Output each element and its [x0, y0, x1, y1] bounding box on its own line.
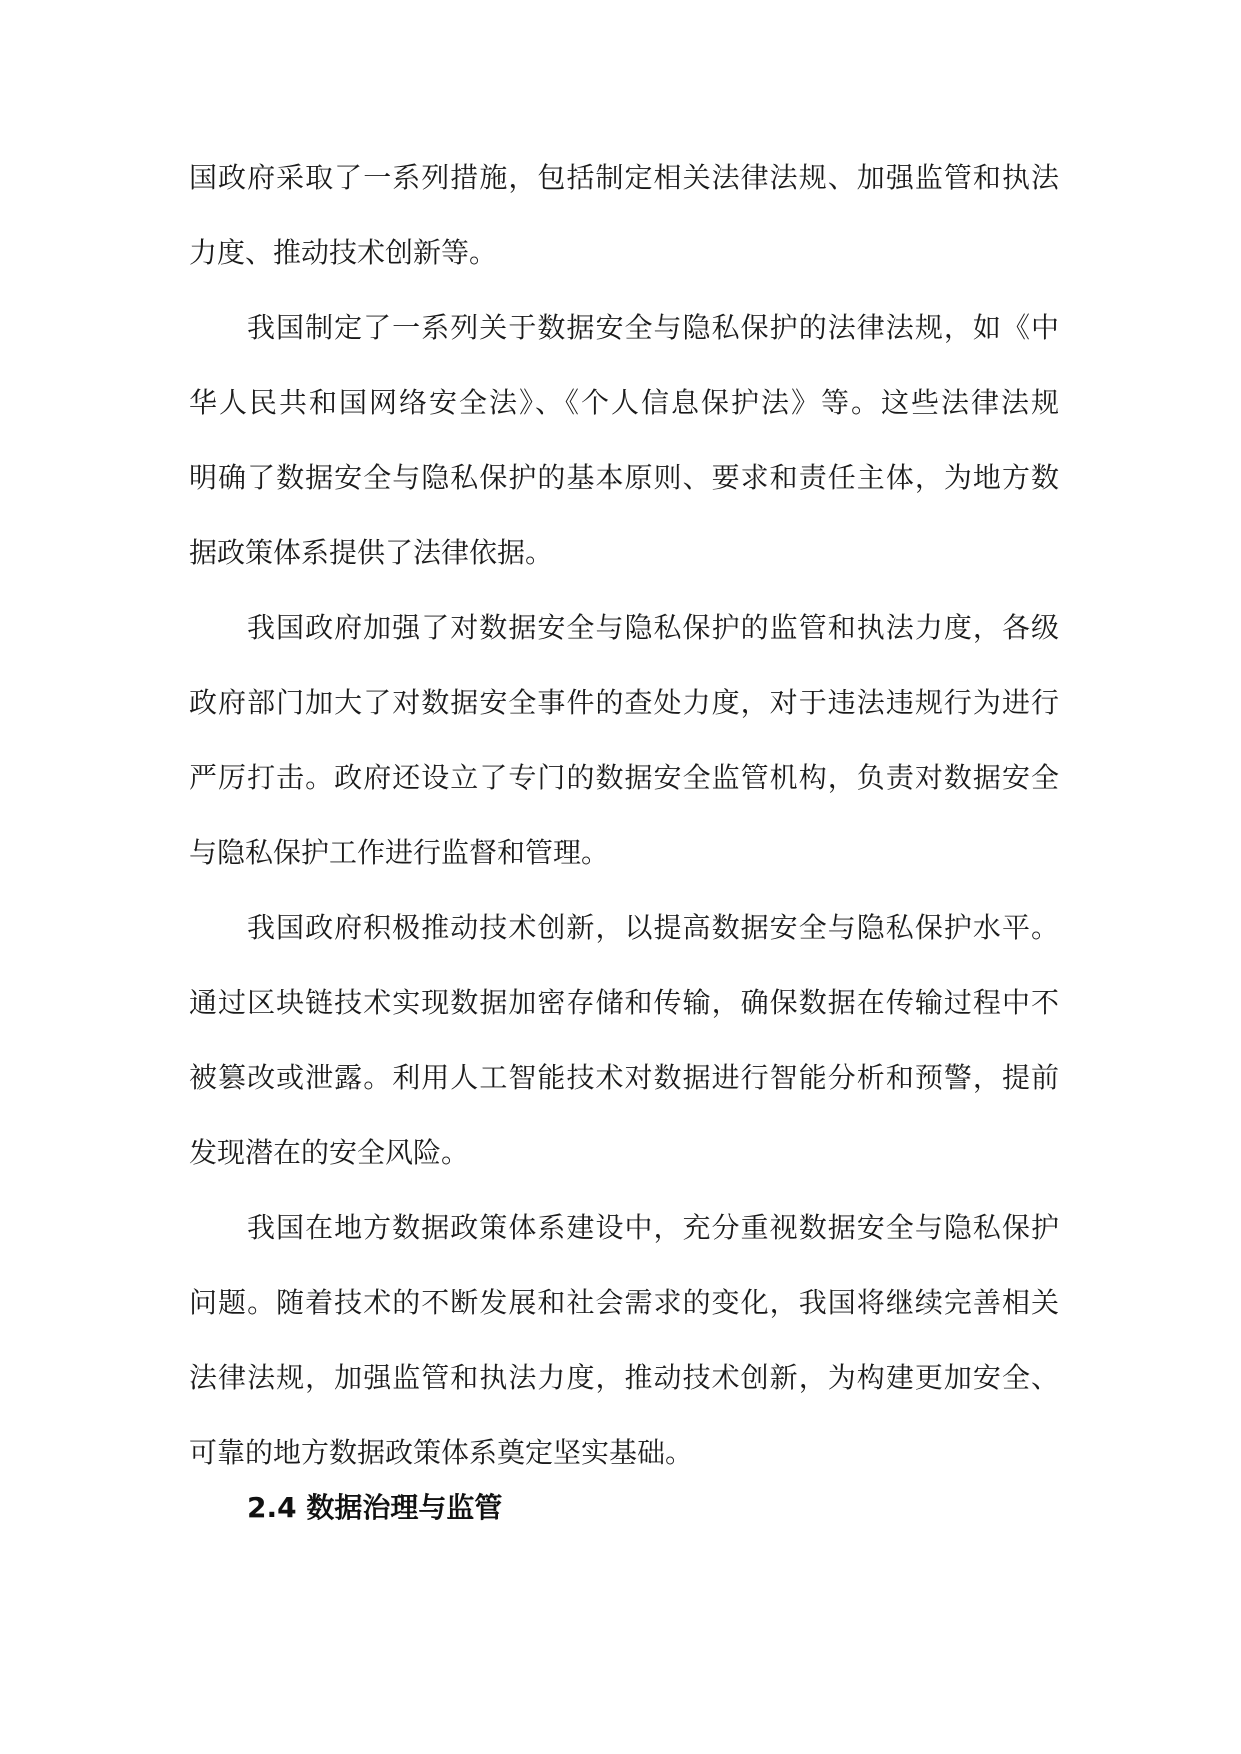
paragraph-line: 可靠的地方数据政策体系奠定坚实基础。 — [189, 1436, 694, 1469]
paragraph-line: 通过区块链技术实现数据加密存储和传输，确保数据在传输过程中不 — [189, 986, 1059, 1019]
paragraph-line: 华人民共和国网络安全法》、《个人信息保护法》等。这些法律法规 — [189, 386, 1059, 419]
section-heading: 2.4 数据治理与监管 — [247, 1491, 503, 1524]
paragraph-line: 我国制定了一系列关于数据安全与隐私保护的法律法规，如《中 — [247, 311, 1059, 344]
paragraph-line: 政府部门加大了对数据安全事件的查处力度，对于违法违规行为进行 — [189, 686, 1059, 719]
paragraph-line: 我国政府加强了对数据安全与隐私保护的监管和执法力度，各级 — [247, 611, 1059, 644]
paragraph-line: 法律法规，加强监管和执法力度，推动技术创新，为构建更加安全、 — [189, 1361, 1059, 1394]
paragraph-line: 与隐私保护工作进行监督和管理。 — [189, 836, 610, 869]
paragraph-line: 被篡改或泄露。利用人工智能技术对数据进行智能分析和预警，提前 — [189, 1061, 1059, 1094]
paragraph-line: 明确了数据安全与隐私保护的基本原则、要求和责任主体，为地方数 — [189, 461, 1059, 494]
paragraph-line: 我国政府积极推动技术创新，以提高数据安全与隐私保护水平。 — [247, 911, 1059, 944]
paragraph-line: 严厉打击。政府还设立了专门的数据安全监管机构，负责对数据安全 — [189, 761, 1059, 794]
body-text — [189, 140, 1059, 1490]
paragraph-line: 我国在地方数据政策体系建设中，充分重视数据安全与隐私保护 — [247, 1211, 1059, 1244]
paragraph-line: 力度、推动技术创新等。 — [189, 236, 498, 269]
paragraph-line: 国政府采取了一系列措施，包括制定相关法律法规、加强监管和执法 — [189, 161, 1059, 194]
paragraph-line: 发现潜在的安全风险。 — [189, 1136, 470, 1169]
paragraph-line: 问题。随着技术的不断发展和社会需求的变化，我国将继续完善相关 — [189, 1286, 1059, 1319]
paragraph-line: 据政策体系提供了法律依据。 — [189, 536, 554, 569]
